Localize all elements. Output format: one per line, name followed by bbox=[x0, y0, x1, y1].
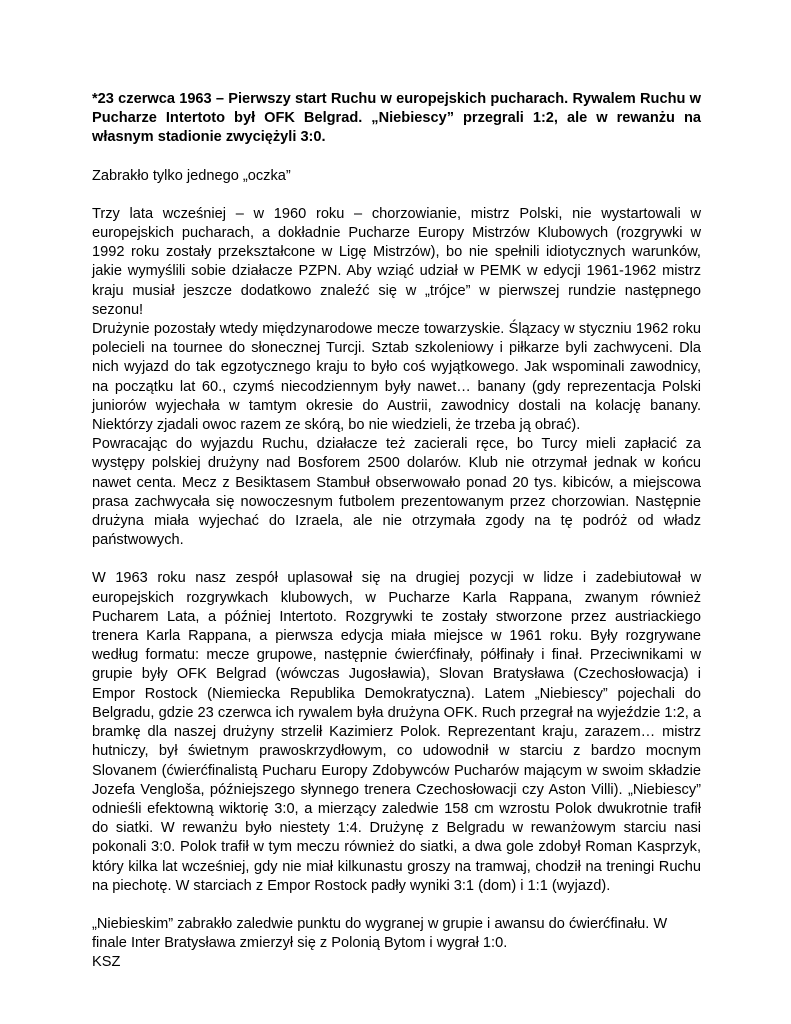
article-subtitle: Zabrakło tylko jednego „oczka” bbox=[92, 167, 291, 184]
author-signature: KSZ bbox=[92, 954, 121, 971]
article-title: *23 czerwca 1963 – Pierwszy start Ruchu w europejskich pucharach. Rywalem Ruchu w Pucharze Intertoto był OFK Belgrad. „Niebiescy” przegrali 1:2, ale w rewanżu na własnym stadionie zwyciężyli 3:0. bbox=[92, 91, 701, 146]
paragraph-3: Powracając do wyjazdu Ruchu, działacze też zacierali ręce, bo Turcy mieli zapłacić za występy polskiej drużyny nad Bosforem 2500 dolarów. Klub nie otrzymał jednak w końcu nawet centa. Mecz z Besiktasem Stambuł obserwowało ponad 20 tys. kibiców, a miejscowa prasa zachwycała się nowoczesnym futbolem prezentowanym przez chorzowian. Następnie drużyna miała wyjechać do Izraela, ale nie otrzymała zgody na tę podróż od władz państwowych. bbox=[92, 436, 701, 549]
paragraph-2: Drużynie pozostały wtedy międzynarodowe mecze towarzyskie. Ślązacy w styczniu 1962 roku polecieli na tournee do słonecznej Turcji. Sztab szkoleniowy i piłkarze byli zachwyceni. Dla nich wyjazd do tak egzotycznego kraju to było coś wyjątkowego. Jak wspominali zawodnicy, na początku lat 60., czymś niecodziennym były nawet… banany (gdy reprezentacja Polski juniorów wyjechała w tamtym okresie do Austrii, zawodnicy dostali na kolację banany. Niektórzy zjadali owoc razem ze skórą, bo nie wiedzieli, że trzeba ją obrać). bbox=[92, 321, 701, 434]
paragraph-1: Trzy lata wcześniej – w 1960 roku – chorzowianie, mistrz Polski, nie wystartowali w europejskich pucharach, a dokładnie Pucharze Europy Mistrzów Klubowych (rozgrywki w 1992 roku zostały przekształcone w Ligę Mistrzów), bo nie spełnili idiotycznych warunków, jakie wymyślili sobie działacze PZPN. Aby wziąć udział w PEMK w edycji 1961-1962 mistrz kraju musiał jeszcze dodatkowo znaleźć się w „trójce” w pierwszej rundzie następnego sezonu! bbox=[92, 205, 701, 318]
paragraph-4: W 1963 roku nasz zespół uplasował się na drugiej pozycji w lidze i zadebiutował w europejskich rozgrywkach klubowych, w Pucharze Karla Rappana, zwanym również Pucharem Lata, a później Intertoto. Rozgrywki te zostały stworzone przez austriackiego trenera Karla Rappana, a pierwsza edycja miała miejsce w 1961 roku. Były rozgrywane według formatu: mecze grupowe, następnie ćwierćfinały, półfinały i finał. Przeciwnikami w grupie były OFK Belgrad (wówczas Jugosławia), Slovan Bratysława (Czechosłowacja) i Empor Rostock (Niemiecka Republika Demokratyczna). Latem „Niebiescy” pojechali do Belgradu, gdzie 23 czerwca ich rywalem była drużyna OFK. Ruch przegrał na wyjeździe 1:2, a bramkę dla naszej drużyny strzelił Kazimierz Polok. Reprezentant kraju, zarazem… mistrz hutniczy, był świetnym prawoskrzydłowym, co udowodnił w starciu z bardzo mocnym Slovanem (ćwierćfinalistą Pucharu Europy Zdobywców Pucharów mającym w swoim składzie Jozefa Vengloša, późniejszego słynnego trenera Czechosłowacji czy Aston Villi). „Niebiescy” odnieśli efektowną wiktorię 3:0, a mierzący zaledwie 158 cm wzrostu Polok dwukrotnie trafił do siatki. W rewanżu było niestety 1:4. Drużynę z Belgradu w rewanżowym starciu nasi pokonali 3:0. Polok trafił w tym meczu również do siatki, a dwa gole zdobył Roman Kasprzyk, który kilka lat wcześniej, gdy nie miał kilkunastu groszy na tramwaj, chodził na treningi Ruchu na piechotę. W starciach z Empor Rostock padły wyniki 3:1 (dom) i 1:1 (wyjazd). bbox=[92, 570, 701, 894]
document-page bbox=[92, 90, 701, 973]
paragraph-5: „Niebieskim” zabrakło zaledwie punktu do wygranej w grupie i awansu do ćwierćfinału. W finale Inter Bratysława zmierzył się z Polonią Bytom i wygrał 1:0. bbox=[92, 915, 668, 952]
